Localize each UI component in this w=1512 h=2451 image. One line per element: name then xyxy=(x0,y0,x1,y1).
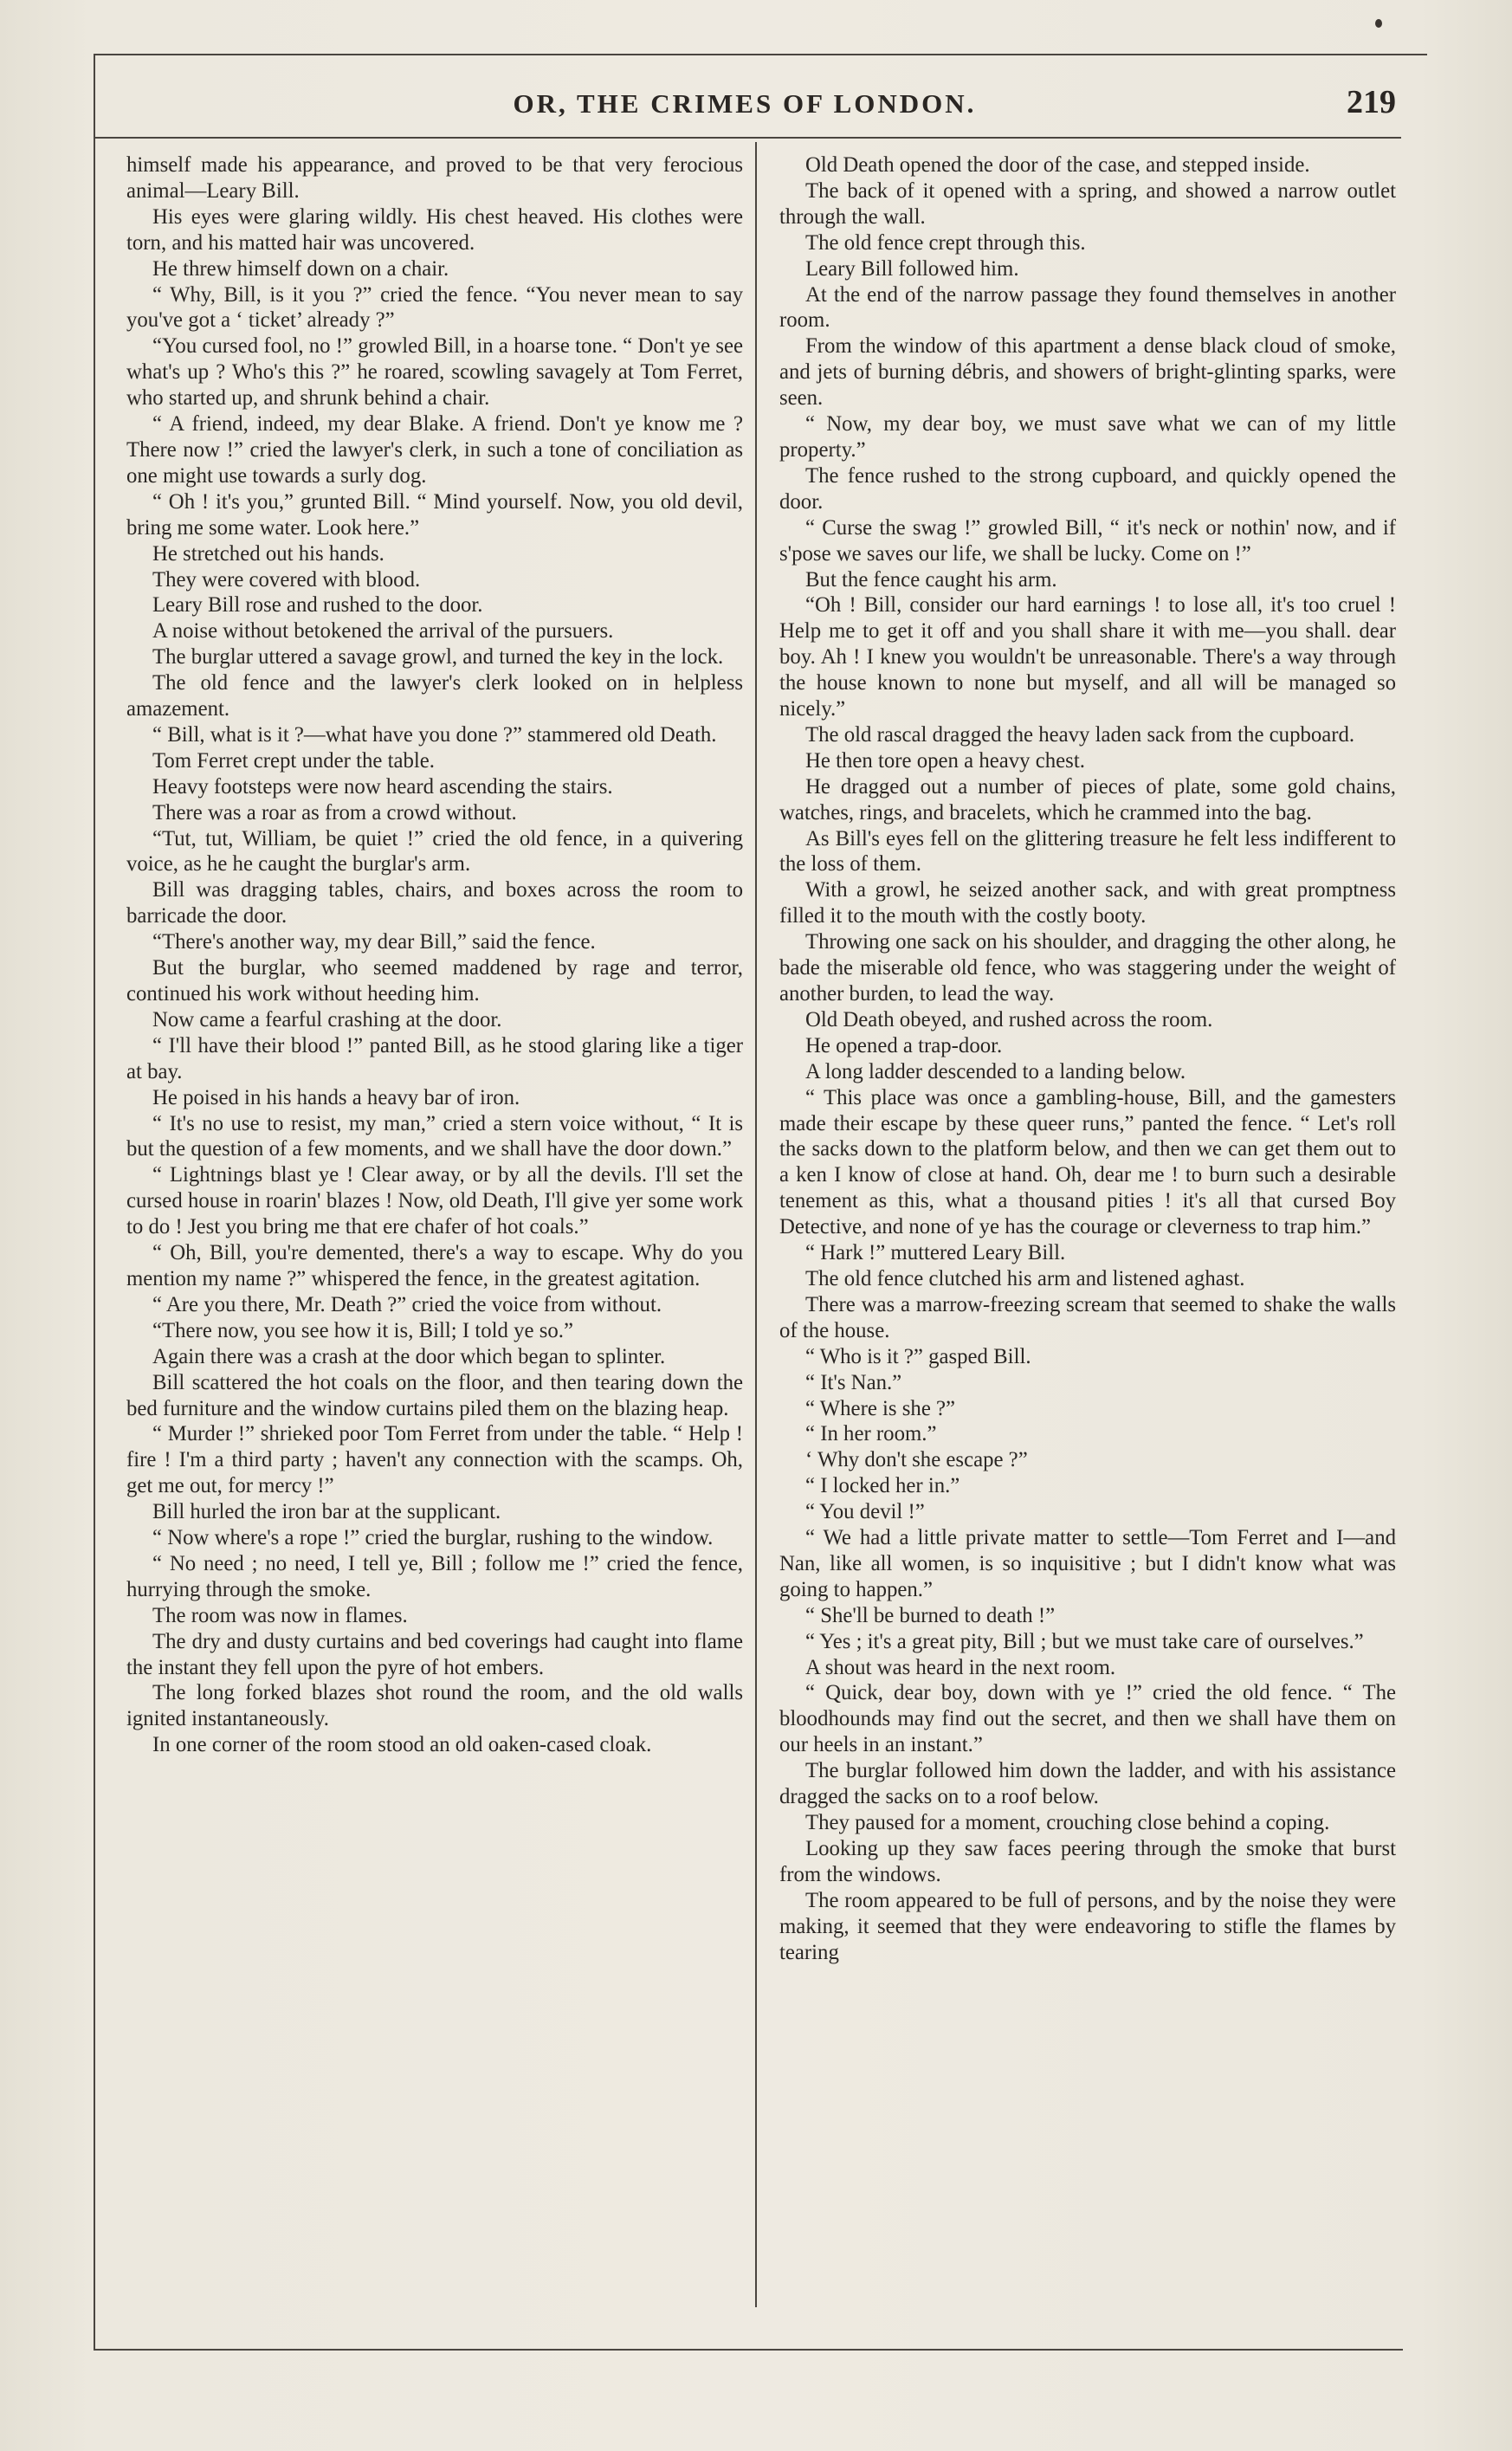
paragraph: He then tore open a heavy chest. xyxy=(805,748,1085,773)
paragraph: But the burglar, who seemed maddened by rage and terror, continued his work without heeding him. xyxy=(126,956,743,1006)
paragraph: “You cursed fool, no !” growled Bill, in a hoarse tone. “ Don't ye see what's up ? Who's this ?” he roared, scowling savagely at Tom Ferret, who started up, and shrunk behind a chair. xyxy=(126,334,743,411)
paragraph: But the fence caught his arm. xyxy=(805,567,1057,592)
paragraph: Throwing one sack on his shoulder, and dragging the other along, he bade the miserable old fence, who was staggering under the weight of another burden, to lead the way. xyxy=(779,930,1396,1006)
paragraph: “ A friend, indeed, my dear Blake. A friend. Don't ye know me ? There now !” cried the lawyer's clerk, in such a tone of conciliation as one might use towards a surly dog. xyxy=(126,412,743,488)
paragraph: He dragged out a number of pieces of plate, some gold chains, watches, rings, and bracelets, which he crammed into the bag. xyxy=(779,774,1396,825)
paragraph: In one corner of the room stood an old oaken-cased cloak. xyxy=(152,1733,652,1757)
paragraph: Bill hurled the iron bar at the supplicant. xyxy=(152,1500,501,1524)
paragraph: Leary Bill rose and rushed to the door. xyxy=(152,593,483,618)
paragraph: Now came a fearful crashing at the door. xyxy=(152,1007,502,1031)
top-rule xyxy=(94,54,1427,55)
paragraph: As Bill's eyes fell on the glittering treasure he felt less indifferent to the loss of them. xyxy=(779,826,1396,876)
right-column xyxy=(779,152,1396,2309)
paragraph: The burglar followed him down the ladder, and with his assistance dragged the sacks on to a roof below. xyxy=(779,1759,1396,1809)
paragraph: The fence rushed to the strong cupboard, and quickly opened the door. xyxy=(779,463,1396,514)
paragraph: “ In her room.” xyxy=(805,1422,937,1446)
paragraph: “ This place was once a gambling-house, Bill, and the gamesters made their escape by these queer runs,” panted the fence. “ Let's roll the sacks down to the platform below, and then we can get them out to a ken I know of close at hand. Oh, dear me ! to burn such a desirable tenement as this, what a thousand pities ! it's all that cursed Boy Detective, and none of ye has the courage or cleverness to trap him.” xyxy=(779,1085,1396,1239)
running-header xyxy=(95,83,1394,132)
paragraph: “ Now where's a rope !” cried the burglar, rushing to the window. xyxy=(152,1526,714,1550)
header-rule xyxy=(94,137,1401,139)
page-title: OR, THE CRIMES OF LONDON. xyxy=(513,88,977,119)
paragraph: Leary Bill followed him. xyxy=(805,256,1019,281)
paragraph: A noise without betokened the arrival of the pursuers. xyxy=(152,619,614,643)
paragraph: “ Now, my dear boy, we must save what we can of my little property.” xyxy=(779,412,1396,462)
paragraph: The dry and dusty curtains and bed coverings had caught into flame the instant they fell upon the pyre of hot embers. xyxy=(126,1629,743,1679)
left-column xyxy=(126,152,743,2309)
paragraph: They were covered with blood. xyxy=(152,567,421,592)
paragraph: A shout was heard in the next room. xyxy=(805,1655,1116,1679)
paragraph: The back of it opened with a spring, and showed a narrow outlet through the wall. xyxy=(779,178,1396,229)
paragraph: Tom Ferret crept under the table. xyxy=(152,748,436,773)
paragraph: The room was now in flames. xyxy=(152,1603,408,1627)
paragraph: Bill was dragging tables, chairs, and boxes across the room to barricade the door. xyxy=(126,878,743,928)
paragraph: “ Hark !” muttered Leary Bill. xyxy=(805,1241,1066,1265)
paragraph: He threw himself down on a chair. xyxy=(152,256,449,281)
paragraph: “ I locked her in.” xyxy=(805,1474,960,1498)
paragraph: He stretched out his hands. xyxy=(152,541,384,566)
ink-dot xyxy=(1375,19,1382,28)
paragraph: His eyes were glaring wildly. His chest heaved. His clothes were torn, and his matted hair was uncovered. xyxy=(126,204,743,255)
paragraph: “There's another way, my dear Bill,” said the fence. xyxy=(152,930,596,954)
paragraph: “ You devil !” xyxy=(805,1500,925,1524)
paragraph: They paused for a moment, crouching close behind a coping. xyxy=(805,1811,1330,1834)
paragraph: “ I'll have their blood !” panted Bill, as he stood glaring like a tiger at bay. xyxy=(126,1033,743,1083)
paragraph: “ It's Nan.” xyxy=(805,1370,902,1394)
paragraph: He poised in his hands a heavy bar of iron. xyxy=(152,1085,520,1109)
paragraph: “ We had a little private matter to settle—Tom Ferret and I—and Nan, like all women, is so inquisitive ; but I didn't know what was going to happen.” xyxy=(779,1526,1396,1601)
paragraph: “ Are you there, Mr. Death ?” cried the voice from without. xyxy=(152,1292,662,1316)
paragraph: The burglar uttered a savage growl, and turned the key in the lock. xyxy=(152,645,724,669)
paragraph: “ Who is it ?” gasped Bill. xyxy=(805,1344,1031,1368)
paragraph: “ Bill, what is it ?—what have you done ?” stammered old Death. xyxy=(152,722,717,747)
page-number: 219 xyxy=(1347,84,1396,120)
paragraph: Looking up they saw faces peering through the smoke that burst from the windows. xyxy=(779,1836,1396,1886)
paragraph: A long ladder descended to a landing below. xyxy=(805,1059,1186,1083)
column-divider xyxy=(755,142,757,2307)
paragraph: He opened a trap-door. xyxy=(805,1033,1003,1057)
paragraph: “Tut, tut, William, be quiet !” cried the old fence, in a quivering voice, as he he caught the burglar's arm. xyxy=(126,826,743,876)
paragraph: The long forked blazes shot round the room, and the old walls ignited instantaneously. xyxy=(126,1681,743,1731)
paragraph: The old rascal dragged the heavy laden sack from the cupboard. xyxy=(805,722,1355,747)
paragraph: Bill scattered the hot coals on the floor, and then tearing down the bed furniture and the window curtains piled them on the blazing heap. xyxy=(126,1370,743,1420)
paragraph: himself made his appearance, and proved to be that very ferocious animal—Leary Bill. xyxy=(126,153,743,203)
paragraph: “ Yes ; it's a great pity, Bill ; but we must take care of ourselves.” xyxy=(805,1629,1364,1653)
paragraph: There was a roar as from a crowd without. xyxy=(152,800,517,825)
paragraph: There was a marrow-freezing scream that seemed to shake the walls of the house. xyxy=(779,1292,1396,1342)
paragraph: “ No need ; no need, I tell ye, Bill ; follow me !” cried the fence, hurrying through the smoke. xyxy=(126,1551,743,1601)
paragraph: Heavy footsteps were now heard ascending the stairs. xyxy=(152,774,613,799)
paragraph: At the end of the narrow passage they found themselves in another room. xyxy=(779,282,1396,333)
paragraph: The old fence clutched his arm and listened aghast. xyxy=(805,1266,1245,1290)
paragraph: “ She'll be burned to death !” xyxy=(805,1603,1056,1627)
paragraph: “ Murder !” shrieked poor Tom Ferret from under the table. “ Help ! fire ! I'm a third party ; haven't any connection with the scamps. Oh, get me out, for mercy !” xyxy=(126,1422,743,1498)
paragraph: “ It's no use to resist, my man,” cried a stern voice without, “ It is but the question of a few moments, and we shall have the door down.” xyxy=(126,1111,743,1161)
paragraph: From the window of this apartment a dense black cloud of smoke, and jets of burning débris, and showers of bright-glinting sparks, were seen. xyxy=(779,334,1396,411)
paragraph: The room appeared to be full of persons, and by the noise they were making, it seemed that they were endeavoring to stifle the flames by tearing xyxy=(779,1888,1396,1964)
paragraph: Old Death obeyed, and rushed across the room. xyxy=(805,1007,1213,1031)
paragraph: With a growl, he seized another sack, and with great promptness filled it to the mouth with the costly booty. xyxy=(779,878,1396,928)
paragraph: The old fence crept through this. xyxy=(805,230,1086,255)
paragraph: Old Death opened the door of the case, and stepped inside. xyxy=(805,153,1310,177)
paragraph: “ Oh ! it's you,” grunted Bill. “ Mind yourself. Now, you old devil, bring me some water. Look here.” xyxy=(126,489,743,540)
paragraph: “ Where is she ?” xyxy=(805,1396,956,1420)
paragraph: “There now, you see how it is, Bill; I told ye so.” xyxy=(152,1318,573,1342)
bottom-rule xyxy=(94,2349,1403,2351)
paragraph: “ Quick, dear boy, down with ye !” cried the old fence. “ The bloodhounds may find out the secret, and then we shall have them on our heels in an instant.” xyxy=(779,1681,1396,1757)
paragraph: “ Curse the swag !” growled Bill, “ it's neck or nothin' now, and if s'pose we saves our life, we shall be lucky. Come on !” xyxy=(779,515,1396,566)
paragraph: “Oh ! Bill, consider our hard earnings ! to lose all, it's too cruel ! Help me to get it off and you shall share it with me—you shall. dear boy. Ah ! I knew you wouldn't be unreasonable. There's a way through the house known to none but myself, and all will be managed so nicely.” xyxy=(779,593,1396,721)
paragraph: The old fence and the lawyer's clerk looked on in helpless amazement. xyxy=(126,671,743,721)
paragraph: “ Lightnings blast ye ! Clear away, or by all the devils. I'll set the cursed house in roarin' blazes ! Now, old Death, I'll give yer some work to do ! Jest you bring me that ere chafer of hot coals.” xyxy=(126,1163,743,1239)
paragraph: Again there was a crash at the door which began to splinter. xyxy=(152,1344,666,1368)
paragraph: “ Oh, Bill, you're demented, there's a way to escape. Why do you mention my name ?” whispered the fence, in the greatest agitation. xyxy=(126,1241,743,1290)
paragraph: ‘ Why don't she escape ?” xyxy=(805,1448,1028,1472)
left-border-rule xyxy=(94,54,95,2349)
paragraph: “ Why, Bill, is it you ?” cried the fence. “You never mean to say you've got a ‘ ticket’ already ?” xyxy=(126,282,743,333)
